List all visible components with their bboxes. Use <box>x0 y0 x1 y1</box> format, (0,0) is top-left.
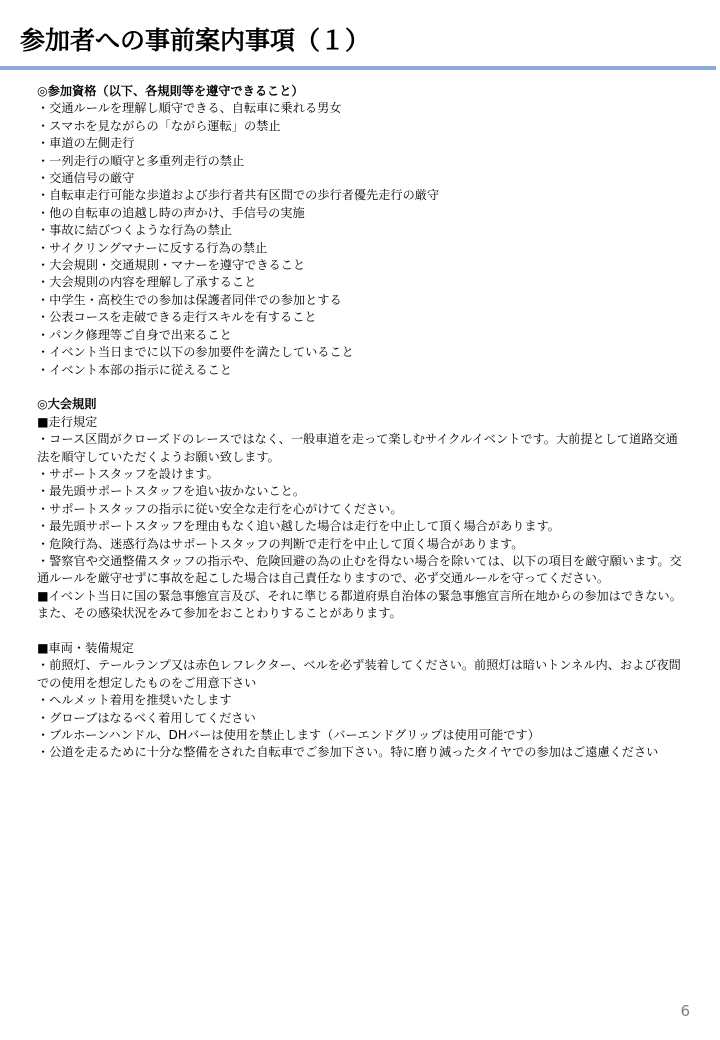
list-item: ・スマホを見ながらの「ながら運転」の禁止 <box>37 118 281 133</box>
list-item: ・ヘルメット着用を推奨いたします <box>37 693 232 708</box>
list-item: ・車道の左側走行 <box>37 136 135 151</box>
list-item: ・サポートスタッフの指示に従い安全な走行を心がけてください。 <box>37 501 403 516</box>
list-item: ・警察官や交通整備スタッフの指示や、危険回避の為の止むを得ない場合を除いては、以下の項目を厳守願います。交通ルールを厳守せずに事故を起こした場合は自己責任なりますので、必ず交通ルールを守ってください。 <box>37 553 682 586</box>
list-item: ・グローブはなるべく着用してください <box>37 710 256 725</box>
list-item: ・前照灯、テールランプ又は赤色レフレクター、ベルを必ず装着してください。前照灯は暗いトンネル内、および夜間での使用を想定したものをご用意下さい <box>37 658 681 690</box>
qualification-heading: ◎参加資格（以下、各規則等を遵守できること） <box>37 84 304 98</box>
title-divider <box>0 66 716 70</box>
content-body <box>37 83 682 762</box>
riding-rules-heading: ■走行規定 <box>37 414 98 429</box>
list-item: ・イベント当日までに以下の参加要件を満たしていること <box>37 345 354 360</box>
list-item: ■イベント当日に国の緊急事態宣言及び、それに準じる都道府県自治体の緊急事態宣言所在地からの参加はできない。また、その感染状況をみて参加をおことわりすることがあります。 <box>37 588 682 621</box>
list-item: ・イベント本部の指示に従えること <box>37 362 232 377</box>
equipment-rules-heading: ■車両・装備規定 <box>37 640 134 655</box>
list-item: ・事故に結びつくような行為の禁止 <box>37 223 232 238</box>
list-item: ・最先頭サポートスタッフを理由もなく追い越した場合は走行を中止して頂く場合があります。 <box>37 519 560 534</box>
section-gap <box>37 379 682 396</box>
section-gap <box>37 623 682 640</box>
list-item: ・最先頭サポートスタッフを追い抜かないこと。 <box>37 484 306 499</box>
list-item: ・大会規則の内容を理解し了承すること <box>37 275 257 290</box>
list-item: ・ブルホーンハンドル、DHバーは使用を禁止します（バーエンドグリップは使用可能です） <box>37 728 540 742</box>
list-item: ・公道を走るために十分な整備をされた自転車でご参加下さい。特に磨り減ったタイヤでの参加はご遠慮ください <box>37 745 659 760</box>
list-item: ・コース区間がクローズドのレースではなく、一般車道を走って楽しむサイクルイベントです。大前提として道路交通法を順守していただくようお願い致します。 <box>37 432 678 464</box>
page-number: 6 <box>680 1002 690 1020</box>
list-item: ・危険行為、迷惑行為はサポートスタッフの判断で走行を中止して頂く場合があります。 <box>37 536 524 551</box>
list-item: ・公表コースを走破できる走行スキルを有すること <box>37 310 317 325</box>
list-item: ・サイクリングマナーに反する行為の禁止 <box>37 240 268 255</box>
list-item: ・一列走行の順守と多重列走行の禁止 <box>37 153 245 168</box>
list-item: ・交通ルールを理解し順守できる、自転車に乗れる男女 <box>37 101 342 116</box>
list-item: ・他の自転車の追越し時の声かけ、手信号の実施 <box>37 205 305 220</box>
list-item: ・大会規則・交通規則・マナーを遵守できること <box>37 258 306 273</box>
list-item: ・交通信号の厳守 <box>37 171 135 186</box>
page-title: 参加者への事前案内事項（１） <box>20 26 371 55</box>
rules-heading: ◎大会規則 <box>37 397 97 412</box>
list-item: ・パンク修理等ご自身で出来ること <box>37 327 232 342</box>
list-item: ・サポートスタッフを設けます。 <box>37 466 219 481</box>
list-item: ・自転車走行可能な歩道および歩行者共有区間での歩行者優先走行の厳守 <box>37 188 440 203</box>
list-item: ・中学生・高校生での参加は保護者同伴での参加とする <box>37 292 342 307</box>
